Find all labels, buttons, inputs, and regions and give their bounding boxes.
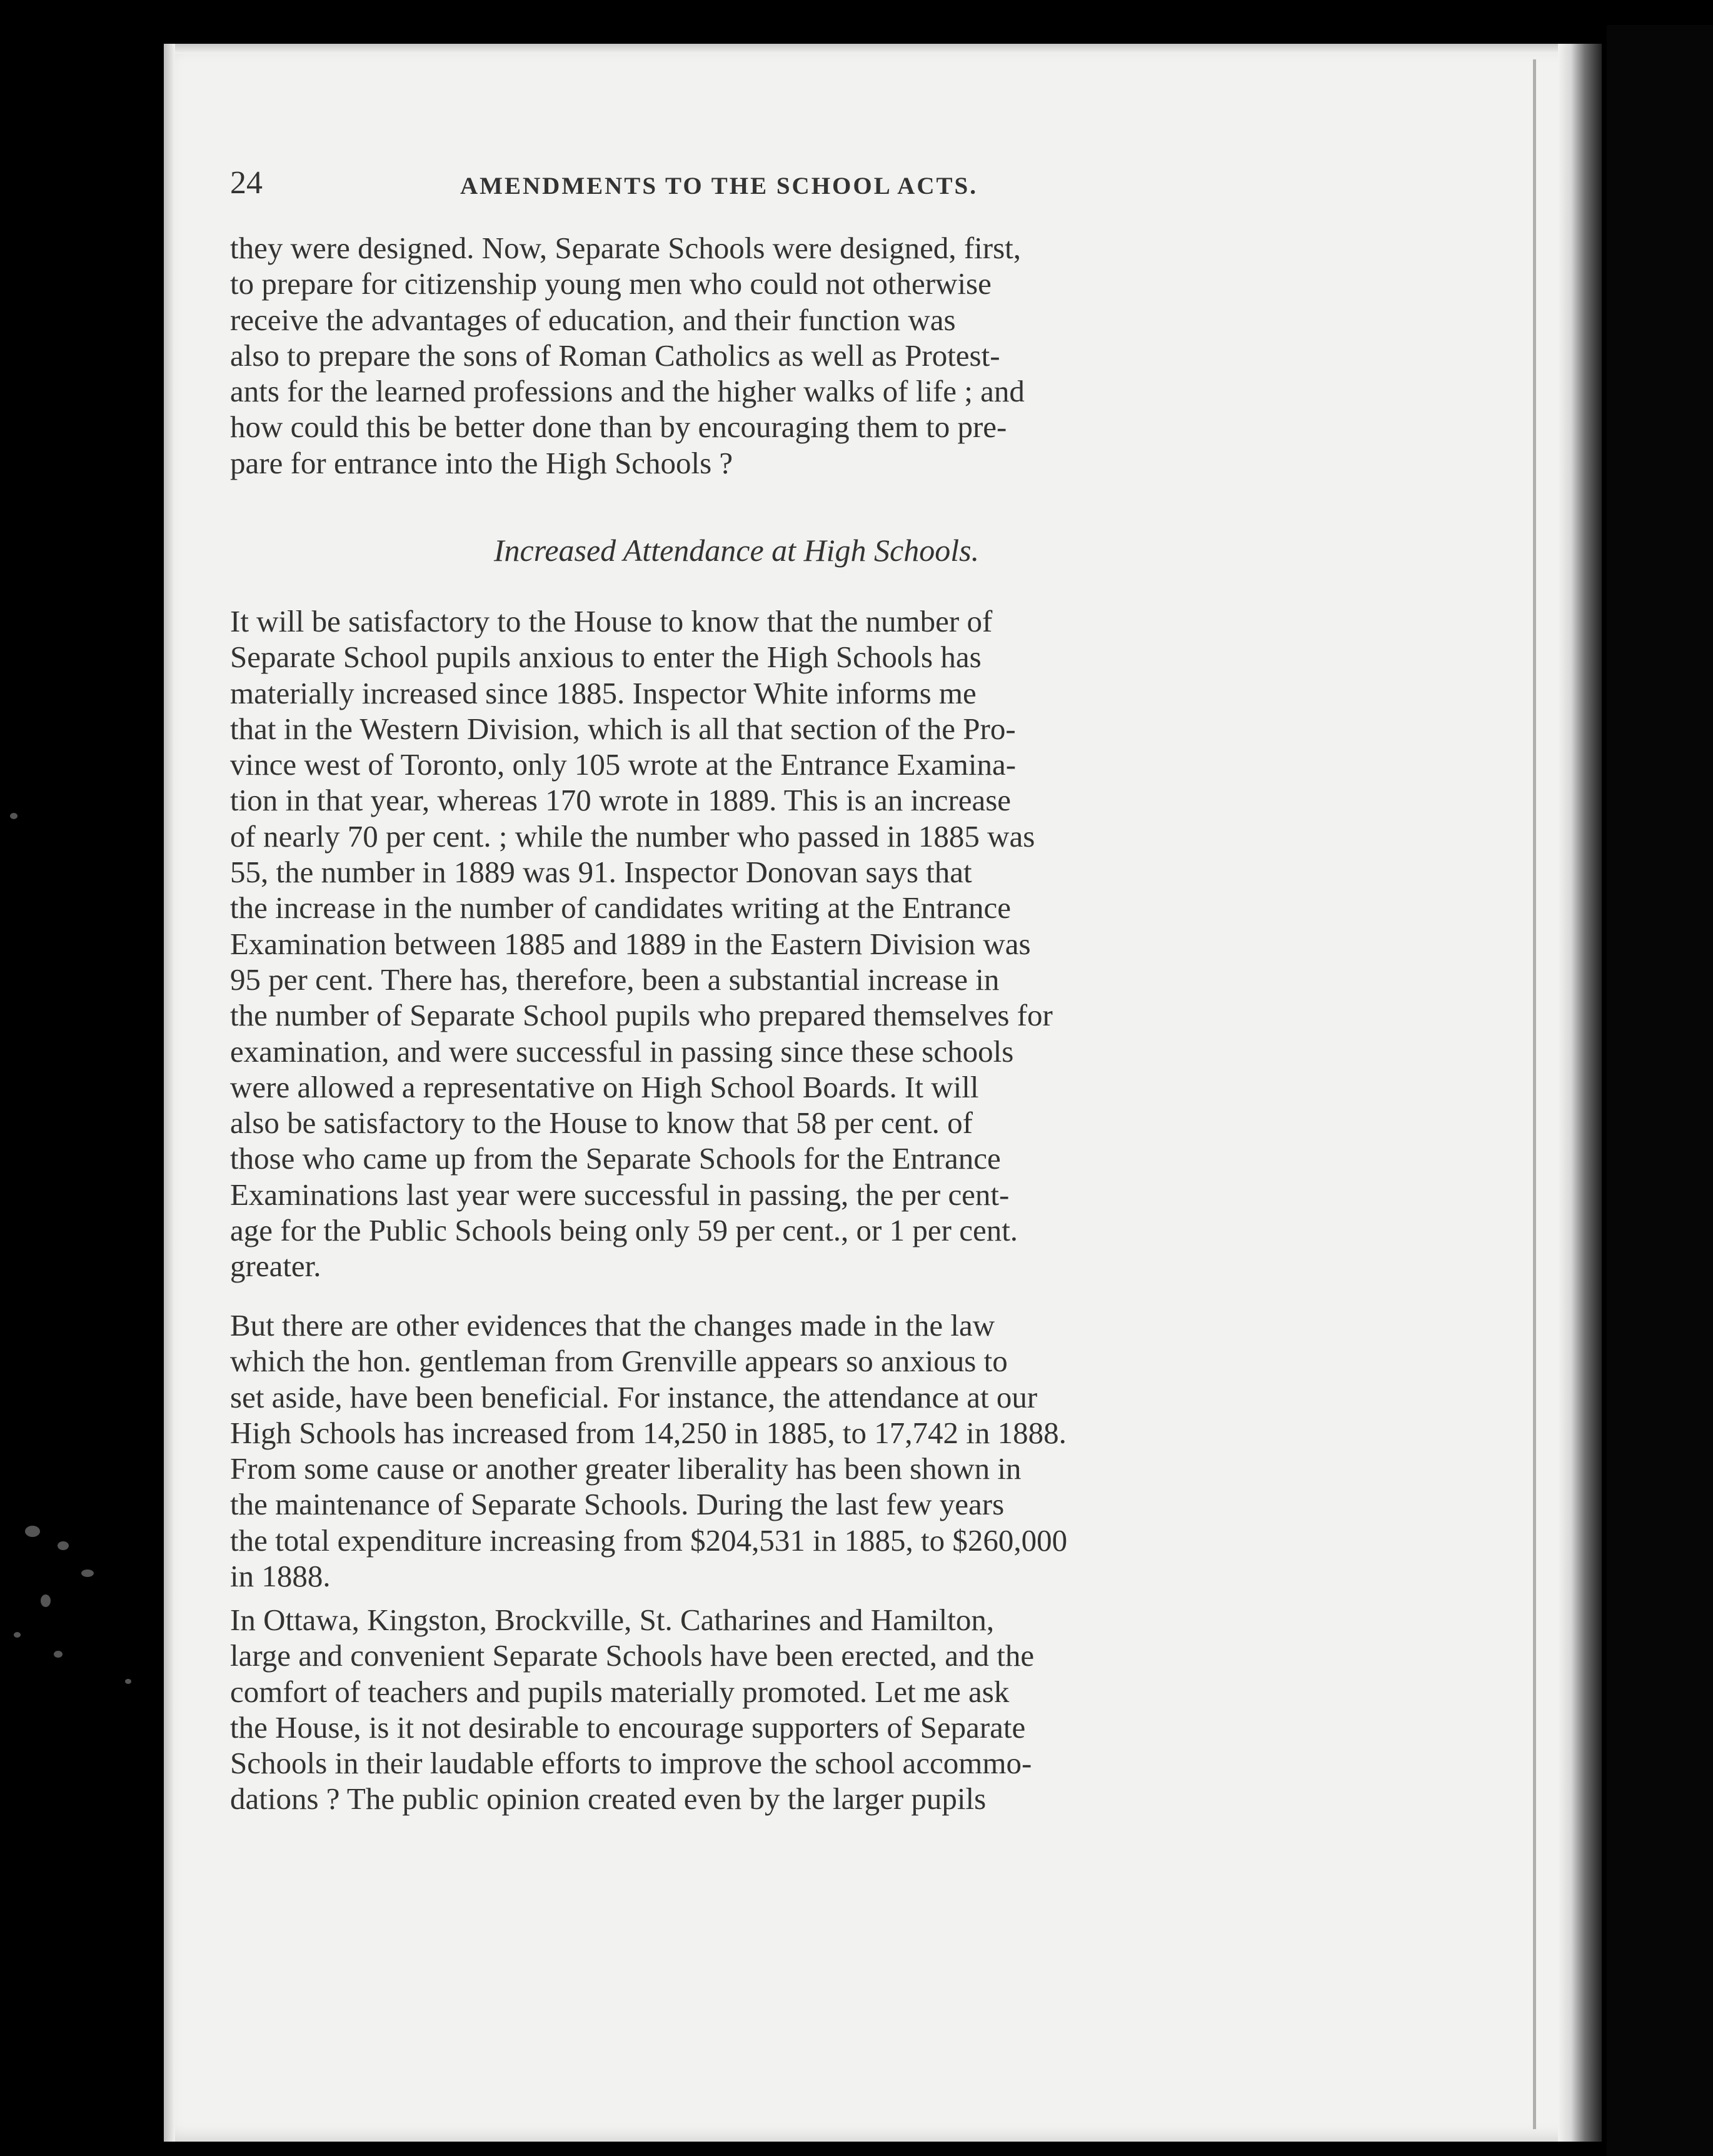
text-line: to prepare for citizenship young men who could not otherwise bbox=[230, 266, 992, 301]
text-line: vince west of Toronto, only 105 wrote at the Entrance Examina- bbox=[230, 747, 1017, 782]
scan-speck bbox=[125, 1679, 131, 1684]
text-line: Separate School pupils anxious to enter the High Schools has bbox=[230, 640, 982, 675]
text-line: were allowed a representative on High School Boards. It will bbox=[230, 1069, 979, 1104]
book-spine bbox=[1558, 44, 1602, 2142]
text-line: Examination between 1885 and 1889 in the Eastern Division was bbox=[230, 926, 1031, 961]
text-line: It will be satisfactory to the House to know that the number of bbox=[230, 604, 993, 638]
section-heading: Increased Attendance at High Schools. bbox=[493, 533, 980, 568]
scan-speck bbox=[54, 1651, 63, 1658]
text-line: comfort of teachers and pupils materially promoted. Let me ask bbox=[230, 1674, 1010, 1709]
scan-speck bbox=[41, 1594, 51, 1607]
scan-speck bbox=[10, 813, 18, 819]
page-number: 24 bbox=[230, 165, 263, 201]
text-line: set aside, have been beneficial. For instance, the attendance at our bbox=[230, 1379, 1038, 1414]
text-line: examination, and were successful in passing since these schools bbox=[230, 1034, 1014, 1069]
text-line: In Ottawa, Kingston, Brockville, St. Catharines and Hamilton, bbox=[230, 1603, 995, 1637]
scan-speck bbox=[81, 1569, 94, 1577]
spine-shadow-line bbox=[1533, 59, 1536, 2129]
scan-speck bbox=[14, 1632, 21, 1638]
text-line: pare for entrance into the High Schools ? bbox=[230, 445, 733, 480]
text-line: From some cause or another greater liberality has been shown in bbox=[230, 1451, 1022, 1486]
text-line: in 1888. bbox=[230, 1559, 331, 1594]
text-line: the number of Separate School pupils who prepared themselves for bbox=[230, 998, 1053, 1033]
text-line: of nearly 70 per cent. ; while the number who passed in 1885 was bbox=[230, 819, 1035, 854]
text-line: tion in that year, whereas 170 wrote in 1889. This is an increase bbox=[230, 783, 1012, 818]
text-line: those who came up from the Separate Schools for the Entrance bbox=[230, 1141, 1001, 1176]
text-line: materially increased since 1885. Inspector White informs me bbox=[230, 675, 977, 710]
text-line: Examinations last year were successful in passing, the per cent- bbox=[230, 1177, 1010, 1212]
school-buildings-paragraph bbox=[230, 1602, 1243, 1817]
evidence-paragraph bbox=[230, 1307, 1243, 1594]
page-top-edge bbox=[164, 44, 1602, 54]
text-line: that in the Western Division, which is all that section of the Pro- bbox=[230, 711, 1016, 746]
running-title: AMENDMENTS TO THE SCHOOL ACTS. bbox=[460, 173, 978, 199]
text-line: the House, is it not desirable to encourage supporters of Separate bbox=[230, 1710, 1026, 1745]
text-line: 95 per cent. There has, therefore, been a substantial increase in bbox=[230, 962, 1000, 997]
attendance-paragraph bbox=[230, 603, 1243, 1284]
text-line: they were designed. Now, Separate Schools were designed, first, bbox=[230, 231, 1022, 265]
scan-speck bbox=[25, 1526, 40, 1537]
scan-background bbox=[1607, 25, 1713, 2156]
opening-paragraph bbox=[230, 230, 1243, 481]
text-line: greater. bbox=[230, 1249, 321, 1284]
text-line: age for the Public Schools being only 59 per cent., or 1 per cent. bbox=[230, 1213, 1018, 1248]
text-line: how could this be better done than by encouraging them to pre- bbox=[230, 410, 1007, 445]
text-line: 55, the number in 1889 was 91. Inspector Donovan says that bbox=[230, 855, 972, 890]
text-line: also be satisfactory to the House to know that 58 per cent. of bbox=[230, 1106, 973, 1141]
running-header bbox=[230, 164, 1268, 208]
text-line: receive the advantages of education, and their function was bbox=[230, 302, 956, 337]
text-line: But there are other evidences that the changes made in the law bbox=[230, 1308, 995, 1342]
page-left-edge bbox=[164, 44, 175, 2142]
text-line: High Schools has increased from 14,250 in 1885, to 17,742 in 1888. bbox=[230, 1415, 1067, 1450]
text-line: the maintenance of Separate Schools. During the last few years bbox=[230, 1487, 1005, 1522]
text-line: the total expenditure increasing from $204,531 in 1885, to $260,000 bbox=[230, 1523, 1068, 1558]
scan-speck bbox=[58, 1541, 69, 1550]
text-line: which the hon. gentleman from Grenville appears so anxious to bbox=[230, 1344, 1008, 1379]
text-line: the increase in the number of candidates writing at the Entrance bbox=[230, 890, 1011, 925]
text-line: large and convenient Separate Schools have been erected, and the bbox=[230, 1638, 1035, 1673]
text-line: dations ? The public opinion created even by the larger pupils bbox=[230, 1781, 987, 1816]
text-line: ants for the learned professions and the higher walks of life ; and bbox=[230, 374, 1025, 409]
text-line: also to prepare the sons of Roman Catholics as well as Protest- bbox=[230, 338, 1000, 373]
text-line: Schools in their laudable efforts to improve the school accommo- bbox=[230, 1746, 1032, 1781]
